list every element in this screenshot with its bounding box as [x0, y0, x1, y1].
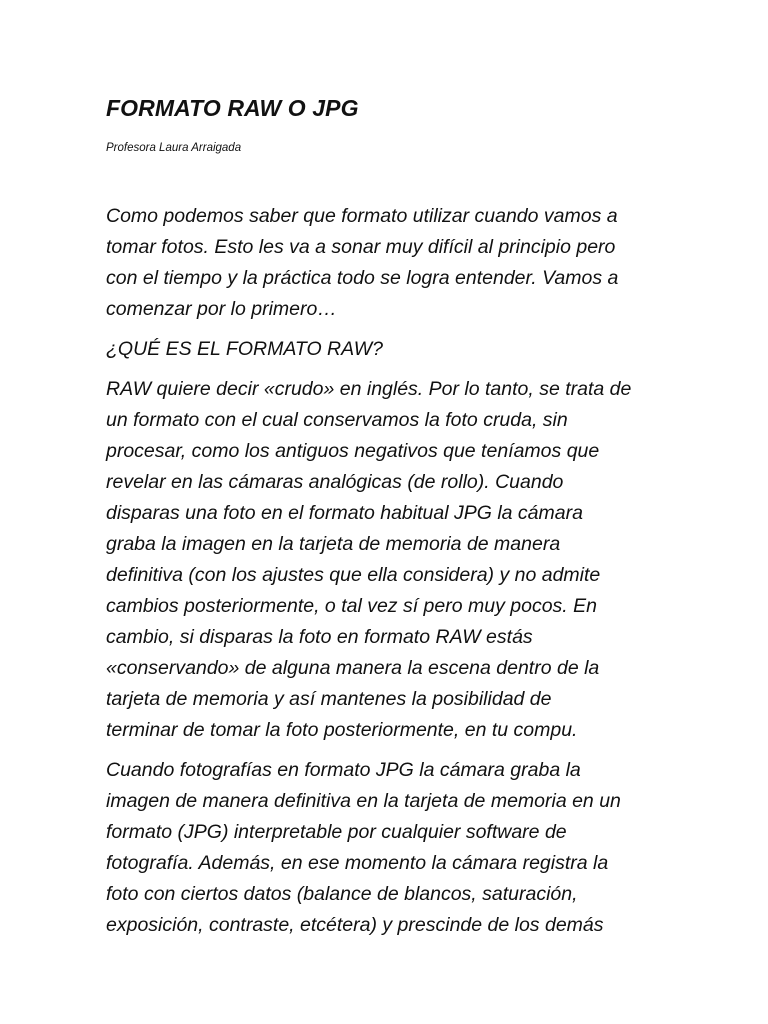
jpg-line: exposición, contraste, etcétera) y prescinde de los demás: [106, 914, 604, 936]
raw-line: graba la imagen en la tarjeta de memoria de manera: [106, 533, 561, 555]
raw-line: tarjeta de memoria y así mantenes la posibilidad de: [106, 688, 552, 710]
raw-line: terminar de tomar la foto posteriormente, en tu compu.: [106, 719, 578, 741]
intro-line: con el tiempo y la práctica todo se logra entender. Vamos a: [106, 267, 619, 289]
jpg-paragraph: [106, 755, 686, 941]
raw-line: RAW quiere decir «crudo» en inglés. Por lo tanto, se trata de: [106, 378, 632, 400]
raw-paragraph: [106, 374, 686, 746]
raw-line: «conservando» de alguna manera la escena dentro de la: [106, 657, 600, 679]
raw-line: procesar, como los antiguos negativos que teníamos que: [106, 440, 600, 462]
document-content: [106, 92, 686, 941]
jpg-line: imagen de manera definitiva en la tarjeta de memoria en un: [106, 790, 621, 812]
intro-line: comenzar por lo primero…: [106, 298, 337, 320]
document-author: Profesora Laura Arraigada: [106, 142, 242, 154]
jpg-line: formato (JPG) interpretable por cualquier software de: [106, 821, 567, 843]
raw-line: un formato con el cual conservamos la foto cruda, sin: [106, 409, 568, 431]
intro-line: Como podemos saber que formato utilizar cuando vamos a: [106, 205, 618, 227]
raw-line: definitiva (con los ajustes que ella considera) y no admite: [106, 564, 601, 586]
raw-line: cambio, si disparas la foto en formato RAW estás: [106, 626, 533, 648]
raw-line: disparas una foto en el formato habitual JPG la cámara: [106, 502, 583, 524]
intro-line: tomar fotos. Esto les va a sonar muy difícil al principio pero: [106, 236, 616, 258]
jpg-line: Cuando fotografías en formato JPG la cámara graba la: [106, 759, 581, 781]
section-heading: ¿QUÉ ES EL FORMATO RAW?: [106, 338, 384, 360]
document-title: FORMATO RAW O JPG: [106, 95, 359, 121]
jpg-line: fotografía. Además, en ese momento la cámara registra la: [106, 852, 609, 874]
raw-line: revelar en las cámaras analógicas (de rollo). Cuando: [106, 471, 564, 493]
intro-paragraph: [106, 201, 686, 325]
raw-line: cambios posteriormente, o tal vez sí pero muy pocos. En: [106, 595, 597, 617]
jpg-line: foto con ciertos datos (balance de blancos, saturación,: [106, 883, 578, 905]
